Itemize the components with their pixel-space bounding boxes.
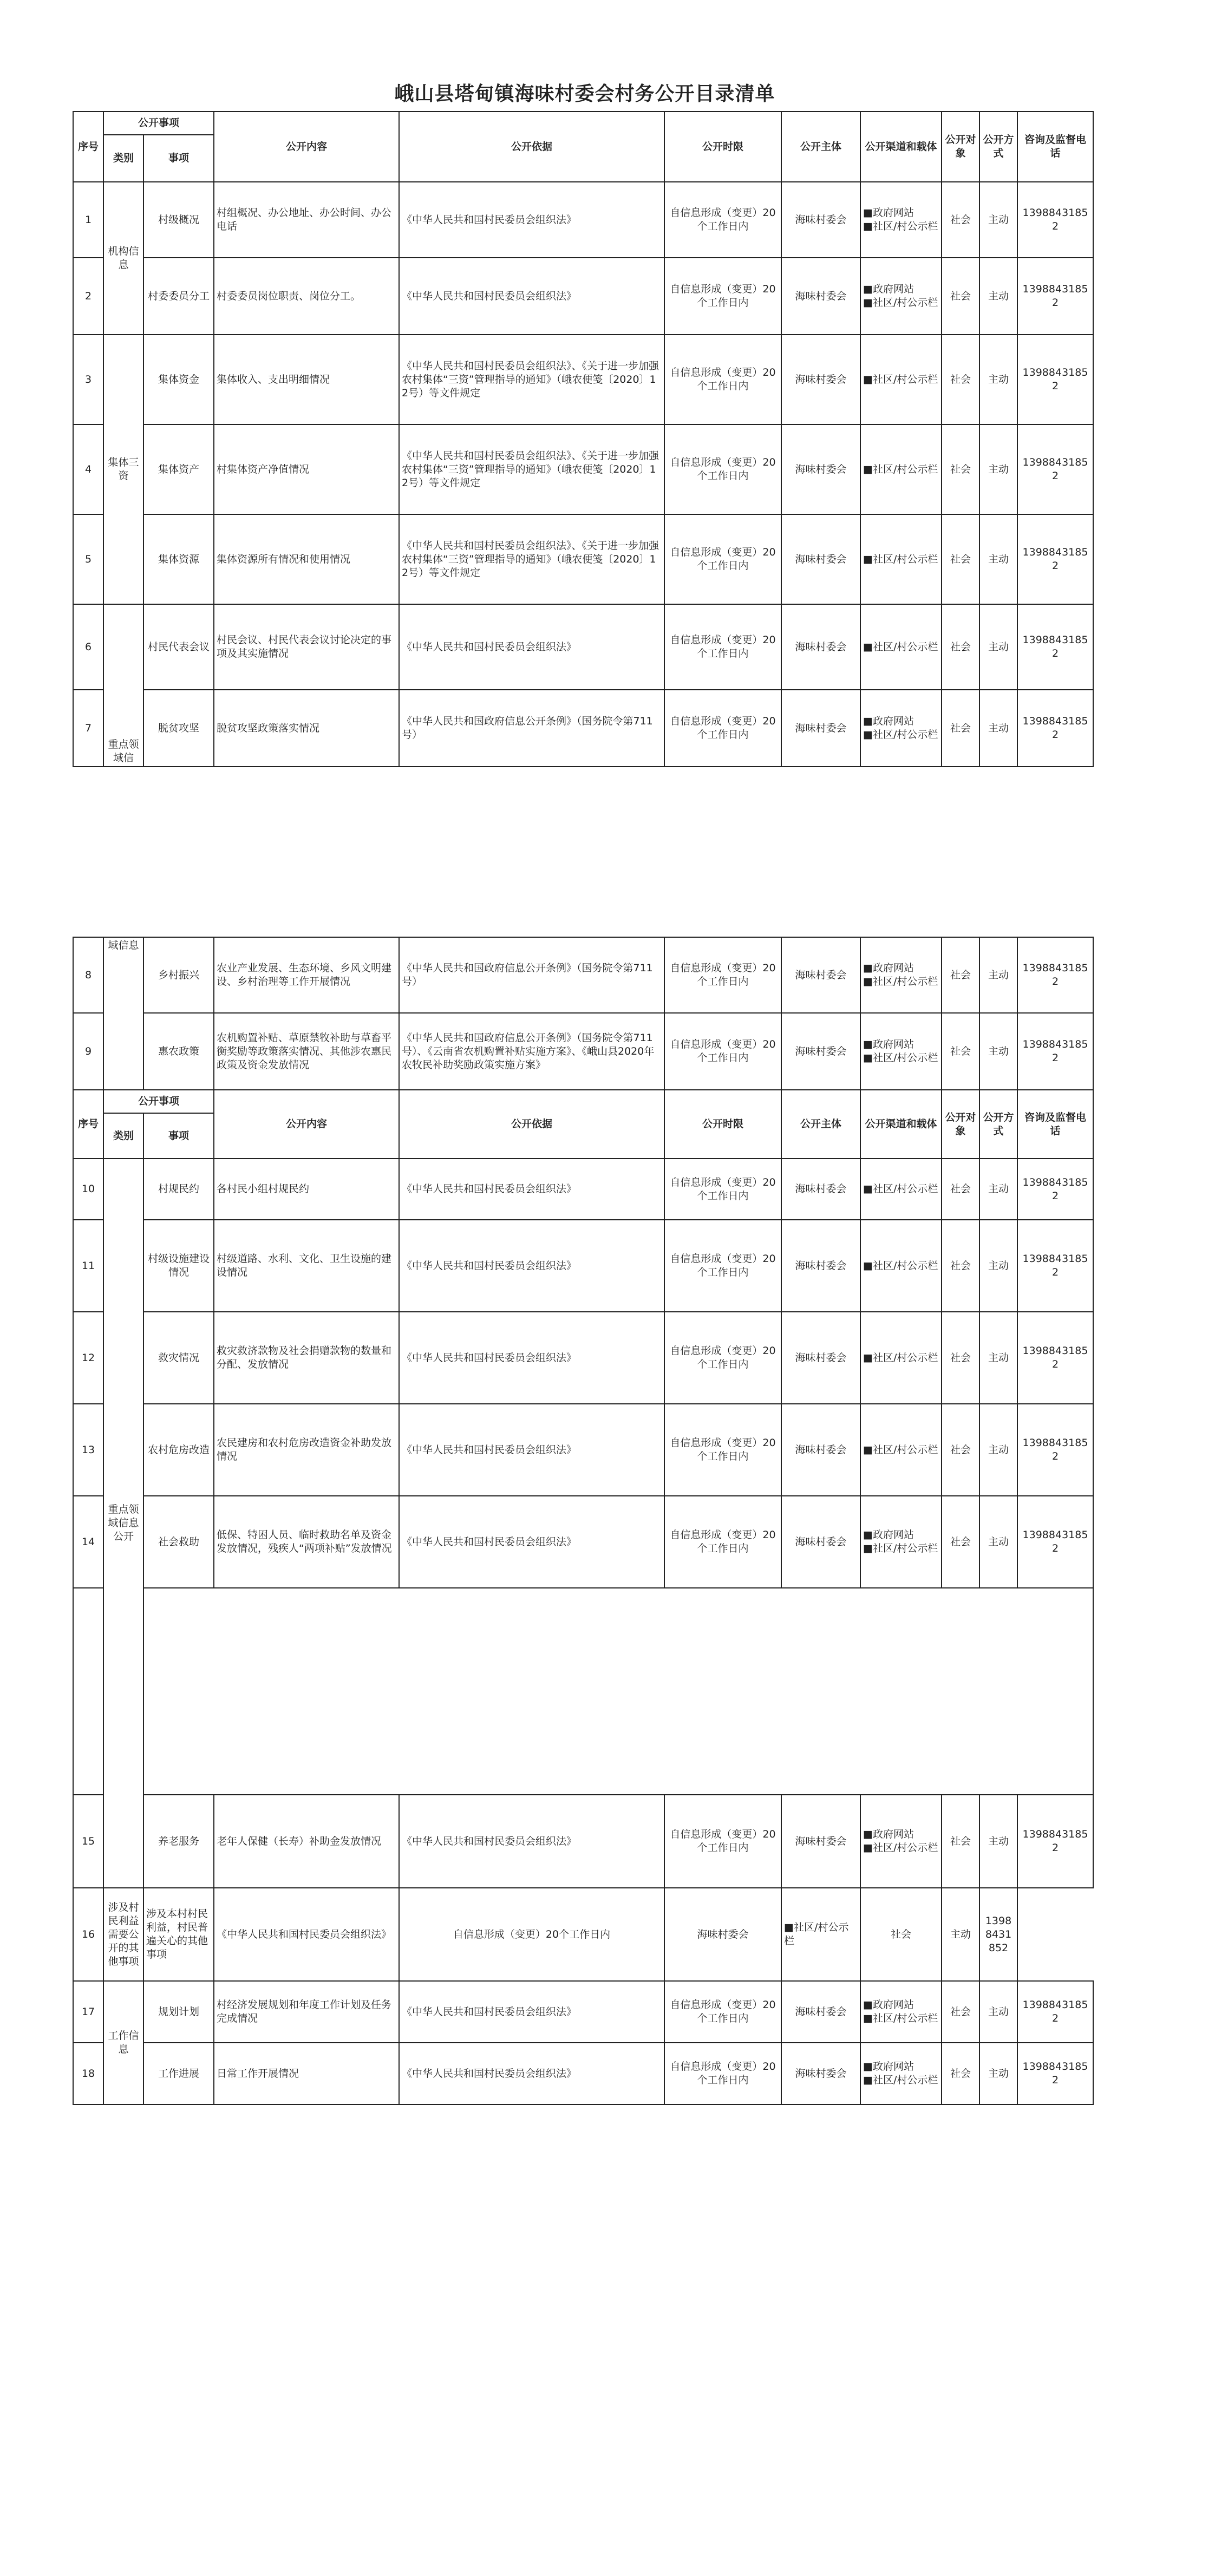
- row-mode: 主动: [979, 1496, 1017, 1588]
- row-subject: 海味村委会: [781, 1220, 860, 1312]
- row-basis: 《中华人民共和国村民委员会组织法》: [399, 2043, 664, 2104]
- catalog-table-page-1: [73, 111, 1094, 767]
- row-channel: [860, 1159, 942, 1220]
- row-item: 乡村振兴: [143, 937, 214, 1013]
- row-target: 社会: [942, 182, 979, 258]
- channel-entry: ■社区/村公示栏: [863, 463, 938, 475]
- row-target: 社会: [942, 2043, 979, 2104]
- row-index: 3: [73, 335, 103, 424]
- row-time: 自信息形成（变更）20个工作日内: [664, 1795, 781, 1888]
- row-item: 社会救助: [143, 1496, 214, 1588]
- row-index: 2: [73, 258, 103, 335]
- header-matters: 公开事项: [103, 112, 214, 135]
- channel-entry: ■社区/村公示栏: [863, 2074, 938, 2086]
- row-time: 自信息形成（变更）20个工作日内: [664, 1404, 781, 1496]
- row-target: 社会: [942, 424, 979, 514]
- table-row: [73, 1404, 1093, 1496]
- channel-entry: ■社区/村公示栏: [863, 297, 938, 309]
- row-phone: 13988431852: [979, 1888, 1017, 1981]
- row-index: 18: [73, 2043, 103, 2104]
- row-subject: 海味村委会: [664, 1888, 781, 1981]
- row-target: 社会: [942, 258, 979, 335]
- row-content: 村组概况、办公地址、办公时间、办公电话: [214, 182, 399, 258]
- row-phone: 13988431852: [1017, 1404, 1093, 1496]
- channel-entry: ■社区/村公示栏: [863, 373, 938, 385]
- row-time: 自信息形成（变更）20个工作日内: [664, 1159, 781, 1220]
- row-mode: 主动: [979, 2043, 1017, 2104]
- header-basis: 公开依据: [399, 1090, 664, 1159]
- row-content: 村经济发展规划和年度工作计划及任务完成情况: [214, 1981, 399, 2043]
- row-basis: 《中华人民共和国政府信息公开条例》（国务院令第711号）、《云南省农机购置补贴实施方案》、《峨山县2020年农牧民补助奖励政策实施方案》: [399, 1013, 664, 1090]
- header-content: 公开内容: [214, 112, 399, 182]
- row-item: 村委委员分工: [143, 258, 214, 335]
- row-channel: [860, 1496, 942, 1588]
- row-item: 工作进展: [143, 2043, 214, 2104]
- row-time: 自信息形成（变更）20个工作日内: [664, 1220, 781, 1312]
- row-subject: 海味村委会: [781, 1159, 860, 1220]
- channel-entry: ■政府网站: [863, 1038, 914, 1050]
- row-basis: 《中华人民共和国村民委员会组织法》: [399, 1159, 664, 1220]
- table-row: [73, 2043, 1093, 2104]
- row-item: 规划计划: [143, 1981, 214, 2043]
- row-mode: 主动: [979, 1159, 1017, 1220]
- channel-entry: ■政府网站: [863, 2061, 914, 2072]
- row-item: 集体资产: [143, 424, 214, 514]
- row-subject: 海味村委会: [781, 335, 860, 424]
- row-phone: 13988431852: [1017, 182, 1093, 258]
- row-content: 村民会议、村民代表会议讨论决定的事项及其实施情况: [214, 604, 399, 690]
- row-item: 集体资金: [143, 335, 214, 424]
- row-basis: 《中华人民共和国村民委员会组织法》: [399, 1312, 664, 1404]
- category-assets: 集体三资: [103, 335, 143, 604]
- category-key-fields-cont: 域信息: [103, 937, 143, 1090]
- row-phone: 13988431852: [1017, 514, 1093, 604]
- row-target: 社会: [942, 1220, 979, 1312]
- row-channel: [781, 1888, 860, 1981]
- table-row: [73, 690, 1093, 767]
- row-basis: 《中华人民共和国村民委员会组织法》: [399, 182, 664, 258]
- row-mode: 主动: [979, 1981, 1017, 2043]
- row-subject: 海味村委会: [781, 1496, 860, 1588]
- row-index: 4: [73, 424, 103, 514]
- row-channel: [860, 424, 942, 514]
- row-channel: [860, 604, 942, 690]
- row-phone: 13988431852: [1017, 937, 1093, 1013]
- row-content: 老年人保健（长寿）补助金发放情况: [214, 1795, 399, 1888]
- channel-entry: ■社区/村公示栏: [863, 1052, 938, 1064]
- channel-entry: ■社区/村公示栏: [863, 1259, 938, 1272]
- table-row: [73, 1220, 1093, 1312]
- row-phone: 13988431852: [1017, 690, 1093, 767]
- row-time: 自信息形成（变更）20个工作日内: [664, 2043, 781, 2104]
- row-phone: 13988431852: [1017, 604, 1093, 690]
- channel-entry: ■社区/村公示栏: [863, 640, 938, 653]
- row-item: 农村危房改造: [143, 1404, 214, 1496]
- row-index: 14: [73, 1496, 103, 1588]
- header-category: 类别: [103, 135, 143, 182]
- row-mode: 主动: [942, 1888, 979, 1981]
- row-item: 村级概况: [143, 182, 214, 258]
- channel-entry: ■社区/村公示栏: [784, 1921, 849, 1947]
- row-channel: [860, 1220, 942, 1312]
- row-target: 社会: [942, 1981, 979, 2043]
- row-basis: 《中华人民共和国村民委员会组织法》: [399, 1981, 664, 2043]
- row-content: 低保、特困人员、临时救助名单及资金发放情况，残疾人“两项补贴”发放情况: [214, 1496, 399, 1588]
- row-index: 15: [73, 1795, 103, 1888]
- channel-entry: ■政府网站: [863, 283, 914, 295]
- header-matters: 公开事项: [103, 1090, 214, 1113]
- channel-entry: ■政府网站: [863, 207, 914, 219]
- category-key-fields: 重点领域信: [103, 604, 143, 767]
- row-time: 自信息形成（变更）20个工作日内: [664, 258, 781, 335]
- channel-entry: ■政府网站: [863, 1828, 914, 1840]
- row-time: 自信息形成（变更）20个工作日内: [664, 182, 781, 258]
- row-content: 农机购置补贴、草原禁牧补助与草畜平衡奖励等政策落实情况、其他涉农惠民政策及资金发放情况: [214, 1013, 399, 1090]
- row-mode: 主动: [979, 937, 1017, 1013]
- row-time: 自信息形成（变更）20个工作日内: [664, 1312, 781, 1404]
- row-basis: 《中华人民共和国村民委员会组织法》: [399, 1795, 664, 1888]
- row-basis: 《中华人民共和国村民委员会组织法》: [399, 1496, 664, 1588]
- table-row: [73, 1159, 1093, 1220]
- row-time: 自信息形成（变更）20个工作日内: [399, 1888, 664, 1981]
- header-time: 公开时限: [664, 112, 781, 182]
- row-subject: 海味村委会: [781, 514, 860, 604]
- row-channel: [860, 1404, 942, 1496]
- row-subject: 海味村委会: [781, 2043, 860, 2104]
- row-subject: 海味村委会: [781, 1312, 860, 1404]
- row-content: 村集体资产净值情况: [214, 424, 399, 514]
- row-index: 17: [73, 1981, 103, 2043]
- row-item: 集体资源: [143, 514, 214, 604]
- row-mode: 主动: [979, 604, 1017, 690]
- row-target: 社会: [942, 1795, 979, 1888]
- header-subject: 公开主体: [781, 1090, 860, 1159]
- category-org: 机构信息: [103, 182, 143, 335]
- header-item: 事项: [143, 1113, 214, 1159]
- row-target: 社会: [942, 335, 979, 424]
- row-mode: 主动: [979, 335, 1017, 424]
- row-channel: [860, 335, 942, 424]
- row-phone: 13988431852: [1017, 1159, 1093, 1220]
- row-index: 1: [73, 182, 103, 258]
- row-item: 村规民约: [143, 1159, 214, 1220]
- row-phone: 13988431852: [1017, 1312, 1093, 1404]
- row-channel: [860, 1312, 942, 1404]
- table-row: [73, 937, 1093, 1013]
- row-mode: 主动: [979, 258, 1017, 335]
- row-content: 日常工作开展情况: [214, 2043, 399, 2104]
- row-time: 自信息形成（变更）20个工作日内: [664, 937, 781, 1013]
- table-row: [73, 604, 1093, 690]
- row-basis: 《中华人民共和国村民委员会组织法》: [399, 604, 664, 690]
- row-index: 13: [73, 1404, 103, 1496]
- channel-entry: ■社区/村公示栏: [863, 976, 938, 988]
- table-row: [73, 335, 1093, 424]
- row-target: 社会: [942, 514, 979, 604]
- row-time: 自信息形成（变更）20个工作日内: [664, 514, 781, 604]
- row-subject: 海味村委会: [781, 937, 860, 1013]
- row-item: 养老服务: [143, 1795, 214, 1888]
- row-target: 社会: [942, 937, 979, 1013]
- row-phone: 13988431852: [1017, 1981, 1093, 2043]
- row-target: 社会: [860, 1888, 942, 1981]
- row-mode: 主动: [979, 182, 1017, 258]
- row-channel: [860, 690, 942, 767]
- channel-entry: ■社区/村公示栏: [863, 553, 938, 565]
- row-content: 农业产业发展、生态环境、乡风文明建设、乡村治理等工作开展情况: [214, 937, 399, 1013]
- row-basis: 《中华人民共和国政府信息公开条例》（国务院令第711号）: [399, 690, 664, 767]
- header-category: 类别: [103, 1113, 143, 1159]
- header-phone: 咨询及监督电话: [1017, 112, 1093, 182]
- table-row: [73, 182, 1093, 258]
- header-basis: 公开依据: [399, 112, 664, 182]
- row-time: 自信息形成（变更）20个工作日内: [664, 335, 781, 424]
- row-subject: 海味村委会: [781, 1795, 860, 1888]
- row-basis: 《中华人民共和国村民委员会组织法》: [399, 1404, 664, 1496]
- row-content: 村级道路、水利、文化、卫生设施的建设情况: [214, 1220, 399, 1312]
- row-time: 自信息形成（变更）20个工作日内: [664, 690, 781, 767]
- table-row: [73, 1981, 1093, 2043]
- row-content: 村委委员岗位职责、岗位分工。: [214, 258, 399, 335]
- row-mode: 主动: [979, 1312, 1017, 1404]
- row-target: 社会: [942, 1159, 979, 1220]
- channel-entry: ■社区/村公示栏: [863, 220, 938, 232]
- row-channel: [860, 514, 942, 604]
- row-index: 8: [73, 937, 103, 1013]
- row-phone: 13988431852: [1017, 335, 1093, 424]
- row-index: 6: [73, 604, 103, 690]
- header-index: 序号: [73, 112, 103, 182]
- row-item: 救灾情况: [143, 1312, 214, 1404]
- header-phone: 咨询及监督电话: [1017, 1090, 1093, 1159]
- row-target: 社会: [942, 1404, 979, 1496]
- row-channel: [860, 1013, 942, 1090]
- table-row: [73, 1888, 1093, 1981]
- channel-entry: ■政府网站: [863, 1529, 914, 1541]
- channel-entry: ■政府网站: [863, 962, 914, 974]
- row-basis: 《中华人民共和国政府信息公开条例》（国务院令第711号）: [399, 937, 664, 1013]
- row-phone: 13988431852: [1017, 1795, 1093, 1888]
- row-index: 7: [73, 690, 103, 767]
- row-mode: 主动: [979, 514, 1017, 604]
- row-mode: 主动: [979, 1404, 1017, 1496]
- row-index: 16: [73, 1888, 103, 1981]
- channel-entry: ■社区/村公示栏: [863, 1443, 938, 1456]
- row-mode: 主动: [979, 424, 1017, 514]
- channel-entry: ■社区/村公示栏: [863, 2012, 938, 2024]
- row-content: 集体收入、支出明细情况: [214, 335, 399, 424]
- row-basis: 《中华人民共和国村民委员会组织法》、《关于进一步加强农村集体“三资”管理指导的通知》（峨农便笺〔2020〕12号）等文件规定: [399, 514, 664, 604]
- row-index: 11: [73, 1220, 103, 1312]
- row-phone: 13988431852: [1017, 258, 1093, 335]
- row-time: 自信息形成（变更）20个工作日内: [664, 604, 781, 690]
- header-target: 公开对象: [942, 1090, 979, 1159]
- table-row: [73, 514, 1093, 604]
- row-item: 涉及村民利益需要公开的其他事项: [103, 1888, 143, 1981]
- row-mode: 主动: [979, 1220, 1017, 1312]
- channel-entry: ■社区/村公示栏: [863, 1351, 938, 1364]
- row-item: 脱贫攻坚: [143, 690, 214, 767]
- row-time: 自信息形成（变更）20个工作日内: [664, 1981, 781, 2043]
- row-content: 脱贫攻坚政策落实情况: [214, 690, 399, 767]
- row-basis: 《中华人民共和国村民委员会组织法》: [399, 258, 664, 335]
- row-target: 社会: [942, 690, 979, 767]
- header-time: 公开时限: [664, 1090, 781, 1159]
- row-index: 9: [73, 1013, 103, 1090]
- row-item: 村级设施建设情况: [143, 1220, 214, 1312]
- table-row: [73, 424, 1093, 514]
- table-row: [73, 1496, 1093, 1588]
- header-index: 序号: [73, 1090, 103, 1159]
- header-mode: 公开方式: [979, 1090, 1017, 1159]
- row-subject: 海味村委会: [781, 1013, 860, 1090]
- row-index: 5: [73, 514, 103, 604]
- header-channel: 公开渠道和载体: [860, 112, 942, 182]
- row-channel: [860, 258, 942, 335]
- row-subject: 海味村委会: [781, 182, 860, 258]
- table-row: [73, 1795, 1093, 1888]
- channel-entry: ■社区/村公示栏: [863, 729, 938, 741]
- row-mode: 主动: [979, 690, 1017, 767]
- row-mode: 主动: [979, 1795, 1017, 1888]
- row-target: 社会: [942, 1312, 979, 1404]
- channel-entry: ■政府网站: [863, 715, 914, 727]
- row-channel: [860, 937, 942, 1013]
- row-channel: [860, 2043, 942, 2104]
- row-content: 救灾救济款物及社会捐赠款物的数量和分配、发放情况: [214, 1312, 399, 1404]
- row-basis: 《中华人民共和国村民委员会组织法》、《关于进一步加强农村集体“三资”管理指导的通知》（峨农便笺〔2020〕12号）等文件规定: [399, 424, 664, 514]
- row-phone: 13988431852: [1017, 2043, 1093, 2104]
- row-phone: 13988431852: [1017, 1220, 1093, 1312]
- row-channel: [860, 1981, 942, 2043]
- category-key-fields-public: 重点领域信息公开: [103, 1159, 143, 1888]
- row-phone: 13988431852: [1017, 1013, 1093, 1090]
- category-work: 工作信息: [103, 1981, 143, 2104]
- page-title: 峨山县塔甸镇海味村委会村务公开目录清单: [394, 82, 775, 105]
- table-row: [73, 1312, 1093, 1404]
- row-subject: 海味村委会: [781, 424, 860, 514]
- row-target: 社会: [942, 1013, 979, 1090]
- header-subject: 公开主体: [781, 112, 860, 182]
- row-time: 自信息形成（变更）20个工作日内: [664, 1496, 781, 1588]
- row-item: 惠农政策: [143, 1013, 214, 1090]
- row-index: 12: [73, 1312, 103, 1404]
- row-content: 涉及本村村民利益，村民普遍关心的其他事项: [143, 1888, 214, 1981]
- row-basis: 《中华人民共和国村民委员会组织法》、《关于进一步加强农村集体“三资”管理指导的通知》（峨农便笺〔2020〕12号）等文件规定: [399, 335, 664, 424]
- header-channel: 公开渠道和载体: [860, 1090, 942, 1159]
- table-row: [73, 258, 1093, 335]
- row-subject: 海味村委会: [781, 690, 860, 767]
- header-mode: 公开方式: [979, 112, 1017, 182]
- row-content: 各村民小组村规民约: [214, 1159, 399, 1220]
- row-channel: [860, 182, 942, 258]
- row-subject: 海味村委会: [781, 1981, 860, 2043]
- row-item: 村民代表会议: [143, 604, 214, 690]
- channel-entry: ■政府网站: [863, 1999, 914, 2011]
- row-content: 集体资源所有情况和使用情况: [214, 514, 399, 604]
- header-content: 公开内容: [214, 1090, 399, 1159]
- row-target: 社会: [942, 604, 979, 690]
- channel-entry: ■社区/村公示栏: [863, 1183, 938, 1195]
- row-phone: 13988431852: [1017, 424, 1093, 514]
- row-basis: 《中华人民共和国村民委员会组织法》: [399, 1220, 664, 1312]
- header-item: 事项: [143, 135, 214, 182]
- row-index: 10: [73, 1159, 103, 1220]
- row-target: 社会: [942, 1496, 979, 1588]
- row-channel: [860, 1795, 942, 1888]
- row-content: 农民建房和农村危房改造资金补助发放情况: [214, 1404, 399, 1496]
- channel-entry: ■社区/村公示栏: [863, 1542, 938, 1554]
- row-subject: 海味村委会: [781, 1404, 860, 1496]
- row-mode: 主动: [979, 1013, 1017, 1090]
- header-target: 公开对象: [942, 112, 979, 182]
- row-time: 自信息形成（变更）20个工作日内: [664, 424, 781, 514]
- row-phone: 13988431852: [1017, 1496, 1093, 1588]
- row-basis: 《中华人民共和国村民委员会组织法》: [214, 1888, 399, 1981]
- catalog-table-page-2: [73, 937, 1094, 2105]
- page-gap: [73, 1588, 1093, 1795]
- row-time: 自信息形成（变更）20个工作日内: [664, 1013, 781, 1090]
- table-row: [73, 1013, 1093, 1090]
- row-subject: 海味村委会: [781, 258, 860, 335]
- row-subject: 海味村委会: [781, 604, 860, 690]
- channel-entry: ■社区/村公示栏: [863, 1842, 938, 1854]
